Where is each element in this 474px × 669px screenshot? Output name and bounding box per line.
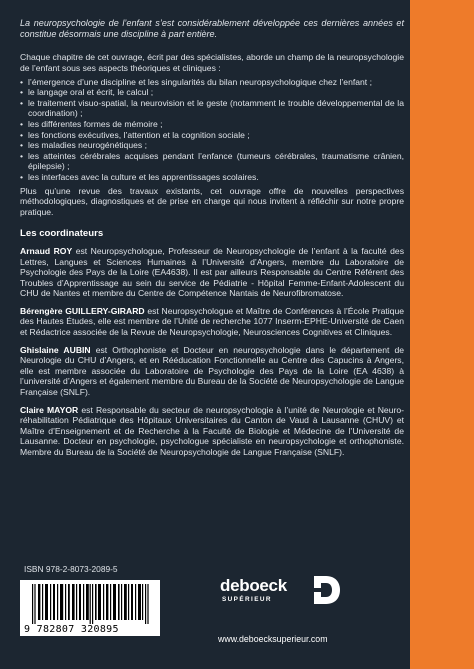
publisher-name: deboeck <box>220 576 287 595</box>
coordinator-description: est Neuropsychologue, Professeur de Neuropsychologie de l’enfant à la faculté des Lettres, Langues et Sciences Humaines à l’Université d’Angers, membre du Laboratoire de Psychologie des Pays de la Loire (EA4638). Il est par ailleurs Responsable du Centre Référent des Troubles d’Apprentissage au sein du service de Pédiatrie - Hôpital Femme-Enfant-Adolescent du CHU de Nantes et membre du Centre de Compétence Nantais de Neurofibromatose. <box>20 245 404 299</box>
coordinator-name: Bérengère GUILLERY-GIRARD <box>20 305 145 316</box>
coordinator-name: Ghislaine AUBIN <box>20 344 91 355</box>
list-item: • les fonctions exécutives, l’attention et la cognition sociale ; <box>20 130 404 141</box>
coordinator-name: Claire MAYOR <box>20 404 79 415</box>
coordinators-heading: Les coordinateurs <box>20 228 104 240</box>
publisher-subtitle: SUPÉRIEUR <box>222 596 272 603</box>
intro-paragraph: La neuropsychologie de l’enfant s’est considérablement développée ces dernières années et constitue désormais une discipline à part entière. <box>20 18 404 40</box>
publisher-url[interactable]: www.deboecksuperieur.com <box>218 634 328 644</box>
summary-paragraph: Plus qu’une revue des travaux existants, cet ouvrage offre de nouvelles perspectives méthodologiques, diagnostiques et de prise en charge qui nous invitent à réfléchir sur notre propre pratique. <box>20 185 404 217</box>
list-item: • les atteintes cérébrales acquises pendant l’enfance (tumeurs cérébrales, traumatisme crânien, épilepsie) ; <box>20 151 404 172</box>
list-item: • les maladies neurogénétiques ; <box>20 140 404 151</box>
lead-paragraph: Chaque chapitre de cet ouvrage, écrit par des spécialistes, aborde un champ de la neuropsychologie de l’enfant sous ses aspects théoriques et cliniques : <box>20 52 404 73</box>
list-item: • les différentes formes de mémoire ; <box>20 119 404 130</box>
coordinator-name: Arnaud ROY <box>20 245 73 256</box>
list-item: • les interfaces avec la culture et les apprentissages scolaires. <box>20 172 404 183</box>
coordinator-bio <box>20 246 404 299</box>
barcode <box>20 580 160 636</box>
publisher-mark-icon <box>312 574 342 606</box>
list-item: • le traitement visuo-spatial, la neurovision et le geste (notamment le trouble développemental de la coordination) ; <box>20 98 404 119</box>
coordinator-bio <box>20 405 404 458</box>
list-item: • le langage oral et écrit, le calcul ; <box>20 87 404 98</box>
barcode-digits: 9 782807 320895 <box>24 624 156 635</box>
isbn-text: ISBN 978-2-8073-2089-5 <box>24 564 118 574</box>
coordinator-bio <box>20 306 404 338</box>
coordinator-bio <box>20 345 404 398</box>
coordinator-description: est Responsable du secteur de neuropsychologie à l’unité de Neurologie et Neuro-réhabilitation Pédiatrique des Hôpitaux Universitaires du Canton de Vaud à Lausanne (CHUV) et Maître d’Enseignement et de Recherche à la Faculté de Biologie et Médecine de l’Université de Lausanne. Docteur en psychologie, psychologue spécialiste en neuropsychologie et orthophoniste. Membre du Bureau de la Société de Neuropsychologie de Langue Française (SNLF). <box>20 404 404 457</box>
coordinator-description: est Neuropsychologue et Maître de Conférences à l’École Pratique des Hautes Études, elle est membre de l’Unité de recherche 1077 Inserm-EPHE-Université de Caen et Rédactrice associée de la Revue de Neuropsychologie, Neurosciences Cognitives et Cliniques. <box>20 305 405 338</box>
publisher-logo <box>220 574 400 618</box>
orange-side-stripe <box>410 0 474 669</box>
topic-list <box>20 77 404 183</box>
coordinator-description: est Orthophoniste et Docteur en neuropsychologie dans le département de Neurologie du CHU d’Angers, et en Rééducation Fonctionnelle au Centre des Capucins à Angers, elle est membre associée du Laboratoire de Psychologie des Pays de la Loire (EA 4638) à l’université d’Angers et également membre du Bureau de la Société de Neuropsychologie de Langue Française (SNLF). <box>20 344 404 398</box>
list-item: • l’émergence d’une discipline et les singularités du bilan neuropsychologique chez l’enfant ; <box>20 77 404 88</box>
back-cover-footer <box>20 564 404 659</box>
back-cover-text <box>20 18 404 465</box>
barcode-bars <box>20 580 160 624</box>
